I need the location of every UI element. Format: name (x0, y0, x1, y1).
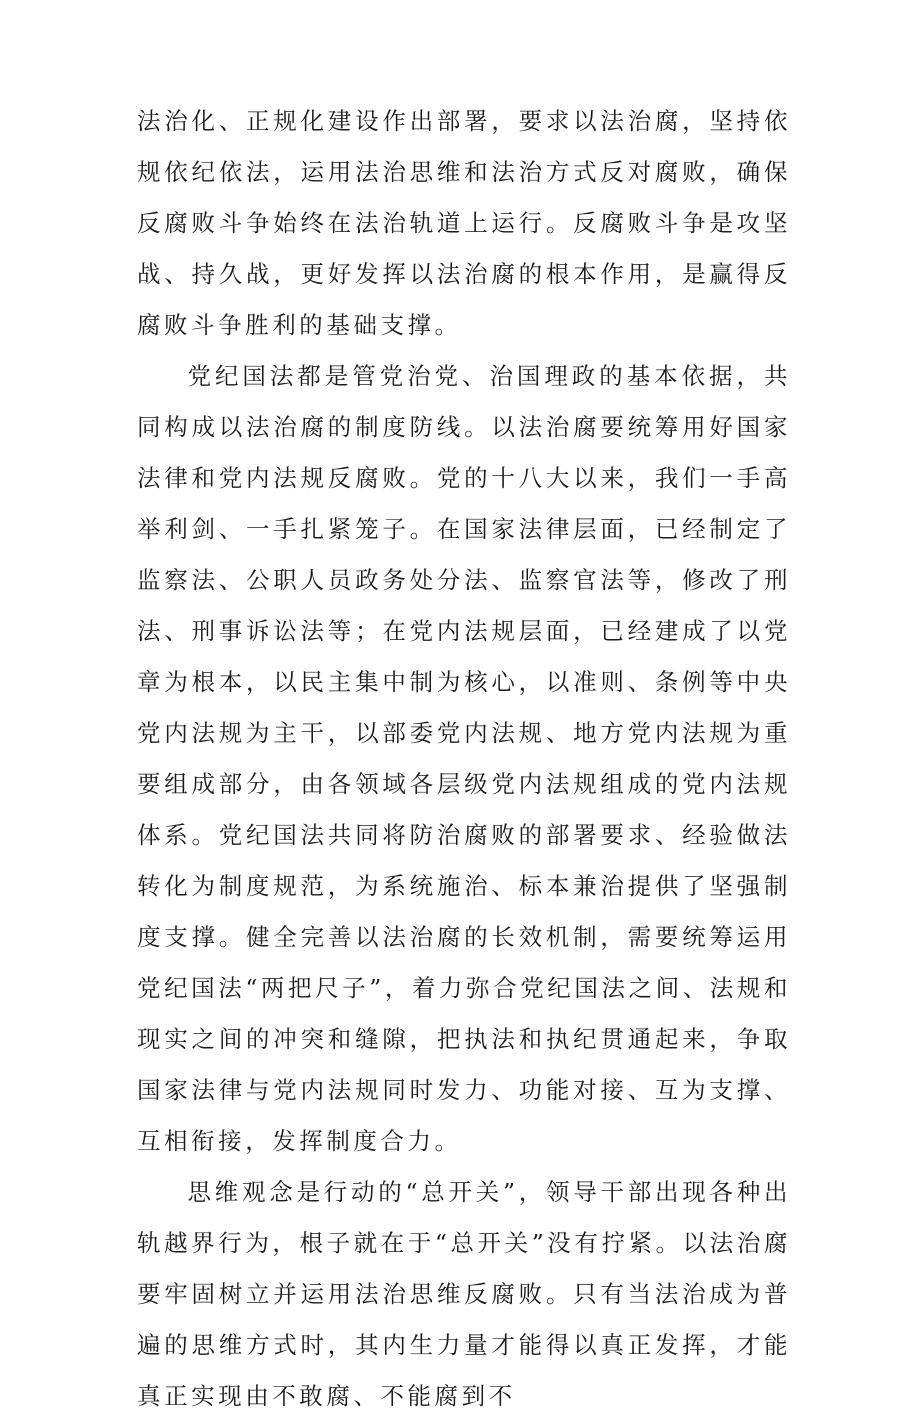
document-body (137, 96, 791, 1422)
paragraph-3: 思维观念是行动的“总开关”，领导干部出现各种出轨越界行为，根子就在于“总开关”没有拧紧。以法治腐要牢固树立并运用法治思维反腐败。只有当法治成为普遍的思维方式时，其内生力量才能得以真正发挥，才能真正实现由不敢腐、不能腐到不 (137, 1178, 791, 1410)
paragraph-2: 党纪国法都是管党治党、治国理政的基本依据，共同构成以法治腐的制度防线。以法治腐要统筹用好国家法律和党内法规反腐败。党的十八大以来，我们一手高举利剑、一手扎紧笼子。在国家法律层面，已经制定了监察法、公职人员政务处分法、监察官法等，修改了刑法、刑事诉讼法等；在党内法规层面，已经建成了以党章为根本，以民主集中制为核心，以准则、条例等中央党内法规为主干，以部委党内法规、地方党内法规为重要组成部分，由各领域各层级党内法规组成的党内法规体系。党纪国法共同将防治腐败的部署要求、经验做法转化为制度规范，为系统施治、标本兼治提供了坚强制度支撑。健全完善以法治腐的长效机制，需要统筹运用党纪国法“两把尺子”，着力弥合党纪国法之间、法规和现实之间的冲突和缝隙，把执法和执纪贯通起来，争取国家法律与党内法规同时发力、功能对接、互为支撑、互相衔接，发挥制度合力。 (137, 362, 791, 1155)
paragraph-1: 法治化、正规化建设作出部署，要求以法治腐，坚持依规依纪依法，运用法治思维和法治方式反对腐败，确保反腐败斗争始终在法治轨道上运行。反腐败斗争是攻坚战、持久战，更好发挥以法治腐的根本作用，是赢得反腐败斗争胜利的基础支撑。 (137, 107, 791, 339)
